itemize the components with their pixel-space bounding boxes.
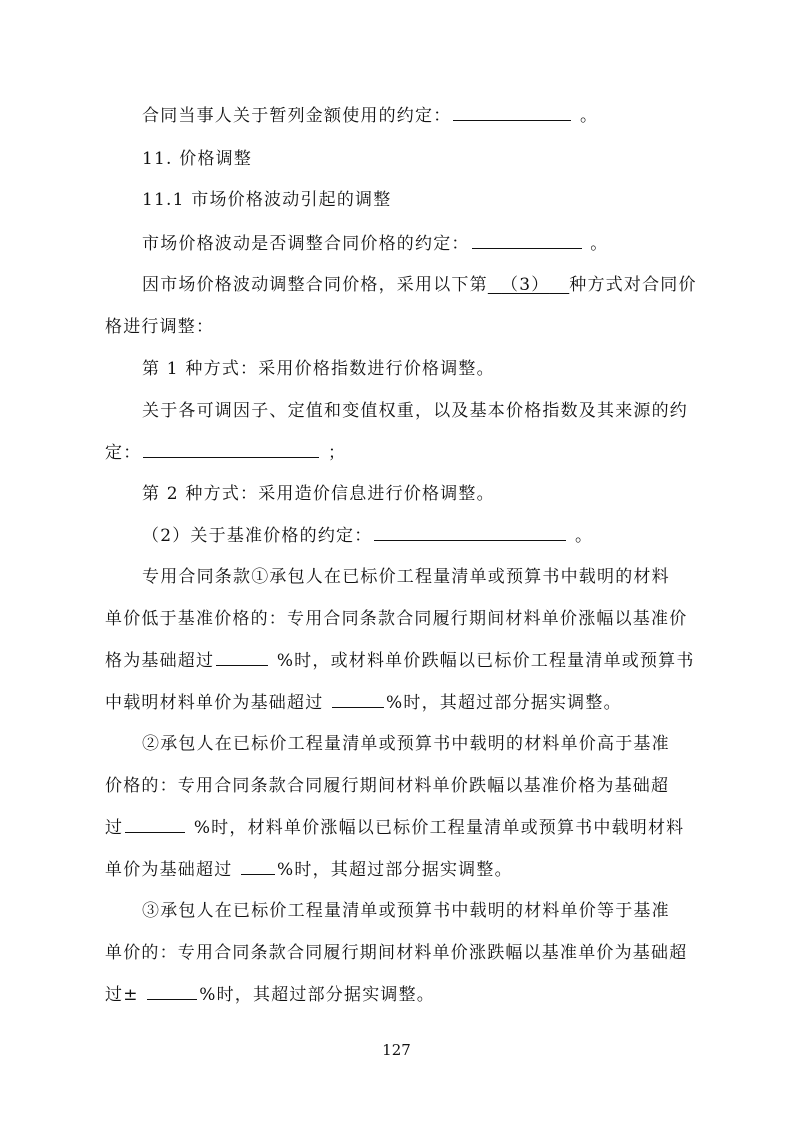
price-index-clause-cont [105,441,695,464]
clause-text: 种方式对合同价 [569,275,697,295]
material-price-clause-3-cont [105,983,695,1006]
fill-blank[interactable] [374,524,566,541]
adjustment-method-clause [142,274,732,296]
clause-text: ； [328,443,347,463]
fill-blank[interactable] [143,441,319,458]
clause-text: 。 [590,234,609,254]
fill-blank[interactable] [332,691,384,708]
base-price-clause [142,524,732,547]
clause-text: 单价为基础超过 [105,860,240,880]
market-fluctuation-clause [142,232,732,255]
clause-text: 。 [580,106,599,126]
clause-text: %时，其超过部分据实调整。 [199,985,436,1005]
tentative-sum-clause [142,104,732,127]
fill-blank[interactable] [453,104,571,121]
clause-text: 因市场价格波动调整合同价格，采用以下第 [142,275,488,295]
material-price-clause-1-cont [105,691,695,714]
clause-text: %时，或材料单价跌幅以已标价工程量清单或预算书 [276,651,695,671]
method-2: 第 2 种方式：采用造价信息进行价格调整。 [142,484,495,504]
fill-blank[interactable] [147,983,197,1000]
material-price-clause-1: 专用合同条款①承包人在已标价工程量清单或预算书中载明的材料 [142,567,670,587]
fill-blank[interactable] [125,816,185,833]
material-price-clause-2-cont [105,816,695,839]
clause-text: 格为基础超过 [105,651,215,671]
fill-blank[interactable] [241,858,275,875]
material-price-clause-2-cont: 价格的：专用合同条款合同履行期间材料单价跌幅以基准价格为基础超 [105,776,670,796]
page-number: 127 [382,1041,411,1059]
selected-method-value: （3） [501,275,550,295]
price-index-clause: 关于各可调因子、定值和变值权重，以及基本价格指数及其来源的约 [142,401,688,421]
material-price-clause-1-cont [105,649,695,672]
section-heading-11: 11. 价格调整 [142,149,253,169]
fill-blank[interactable] [216,649,268,666]
adjustment-method-clause-cont: 格进行调整： [105,317,215,337]
clause-text: 合同当事人关于暂列金额使用的约定： [142,106,452,126]
clause-text: （2）关于基准价格的约定： [142,526,373,546]
fill-blank[interactable] [472,232,582,249]
clause-text: 定： [105,443,142,463]
clause-text: 中载明材料单价为基础超过 [105,693,331,713]
clause-text: 。 [575,526,594,546]
method-1: 第 1 种方式：采用价格指数进行价格调整。 [142,359,495,379]
clause-text: %时，材料单价涨幅以已标价工程量清单或预算书中载明材料 [193,818,685,838]
material-price-clause-2-cont [105,858,695,881]
material-price-clause-2: ②承包人在已标价工程量清单或预算书中载明的材料单价高于基准 [142,734,670,754]
material-price-clause-3-cont: 单价的：专用合同条款合同履行期间材料单价涨跌幅以基准单价为基础超 [105,943,688,963]
subsection-heading-11-1: 11.1 市场价格波动引起的调整 [142,190,392,210]
clause-text: 过± [105,985,146,1005]
clause-text: %时，其超过部分据实调整。 [277,860,513,880]
clause-text: 过 [105,818,124,838]
clause-text: %时，其超过部分据实调整。 [386,693,622,713]
material-price-clause-1-cont: 单价低于基准价格的：专用合同条款合同履行期间材料单价涨幅以基准价 [105,609,688,629]
material-price-clause-3: ③承包人在已标价工程量清单或预算书中载明的材料单价等于基准 [142,901,670,921]
clause-text: 市场价格波动是否调整合同价格的约定： [142,234,470,254]
